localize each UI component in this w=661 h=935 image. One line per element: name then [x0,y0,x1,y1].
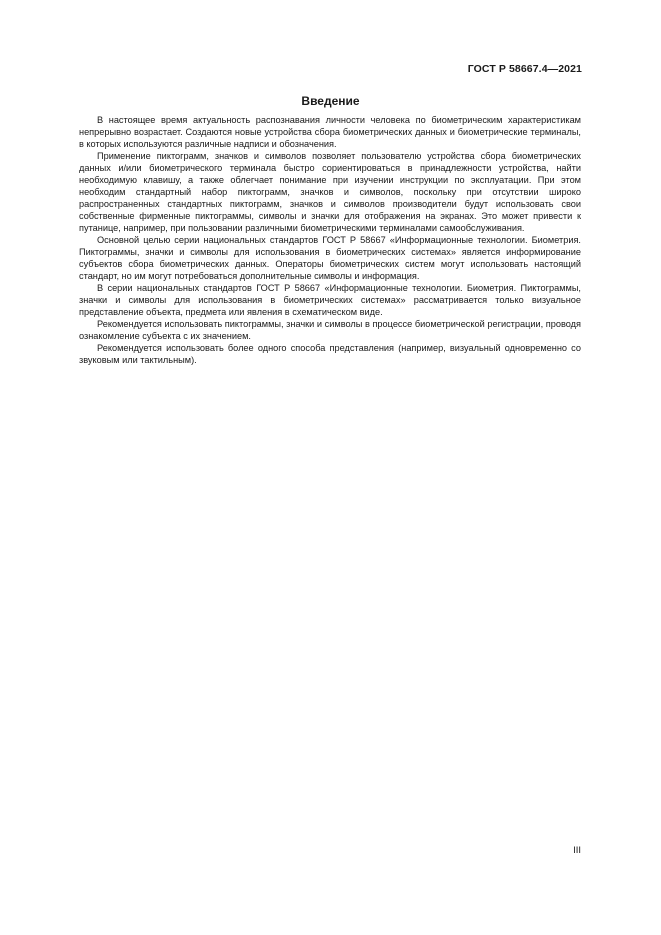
paragraph: Применение пиктограмм, значков и символов позволяет пользователю устройства сбора биометрических данных и/или биометрического терминала быстро сориентироваться в принадлежности устройства, найти необходимую клавишу, а также облегчает понимание при изучении инструкции по эксплуатации. При этом необходим стандартный набор пиктограмм, значков и символов, поскольку при отсутствии широко распространенных стандартных пиктограмм, значков и символов производители будут использовать свои собственные фирменные пиктограммы, символы и значки для отображения на экранах. Это может привести к путанице, например, при пользовании различными биометрическими терминалами самообслуживания. [79,151,581,233]
section-title: Введение [301,94,360,108]
paragraph: В настоящее время актуальность распознавания личности человека по биометрическим характеристикам непрерывно возрастает. Создаются новые устройства сбора биометрических данных и биометрические терминалы, в которых используются различные надписи и обозначения. [79,115,581,149]
paragraph: Рекомендуется использовать более одного способа представления (например, визуальный одновременно со звуковым или тактильным). [79,343,581,365]
standard-code: ГОСТ Р 58667.4—2021 [467,63,582,75]
paragraph: Рекомендуется использовать пиктограммы, значки и символы в процессе биометрической регистрации, проводя ознакомление субъекта с их значением. [79,319,581,341]
paragraph: Основной целью серии национальных стандартов ГОСТ Р 58667 «Информационные технологии. Биометрия. Пиктограммы, значки и символы для использования в биометрических системах» является информирование субъектов сбора биометрических данных. Операторы биометрических систем могут использовать настоящий стандарт, но им могут потребоваться дополнительные символы и информация. [79,235,581,281]
body-text [79,114,581,366]
page-number: III [573,845,581,856]
paragraph: В серии национальных стандартов ГОСТ Р 58667 «Информационные технологии. Биометрия. Пиктограммы, значки и символы для использования в биометрических системах» рассматривается только визуальное представление объекта, предмета или явления в схематическом виде. [79,283,581,317]
